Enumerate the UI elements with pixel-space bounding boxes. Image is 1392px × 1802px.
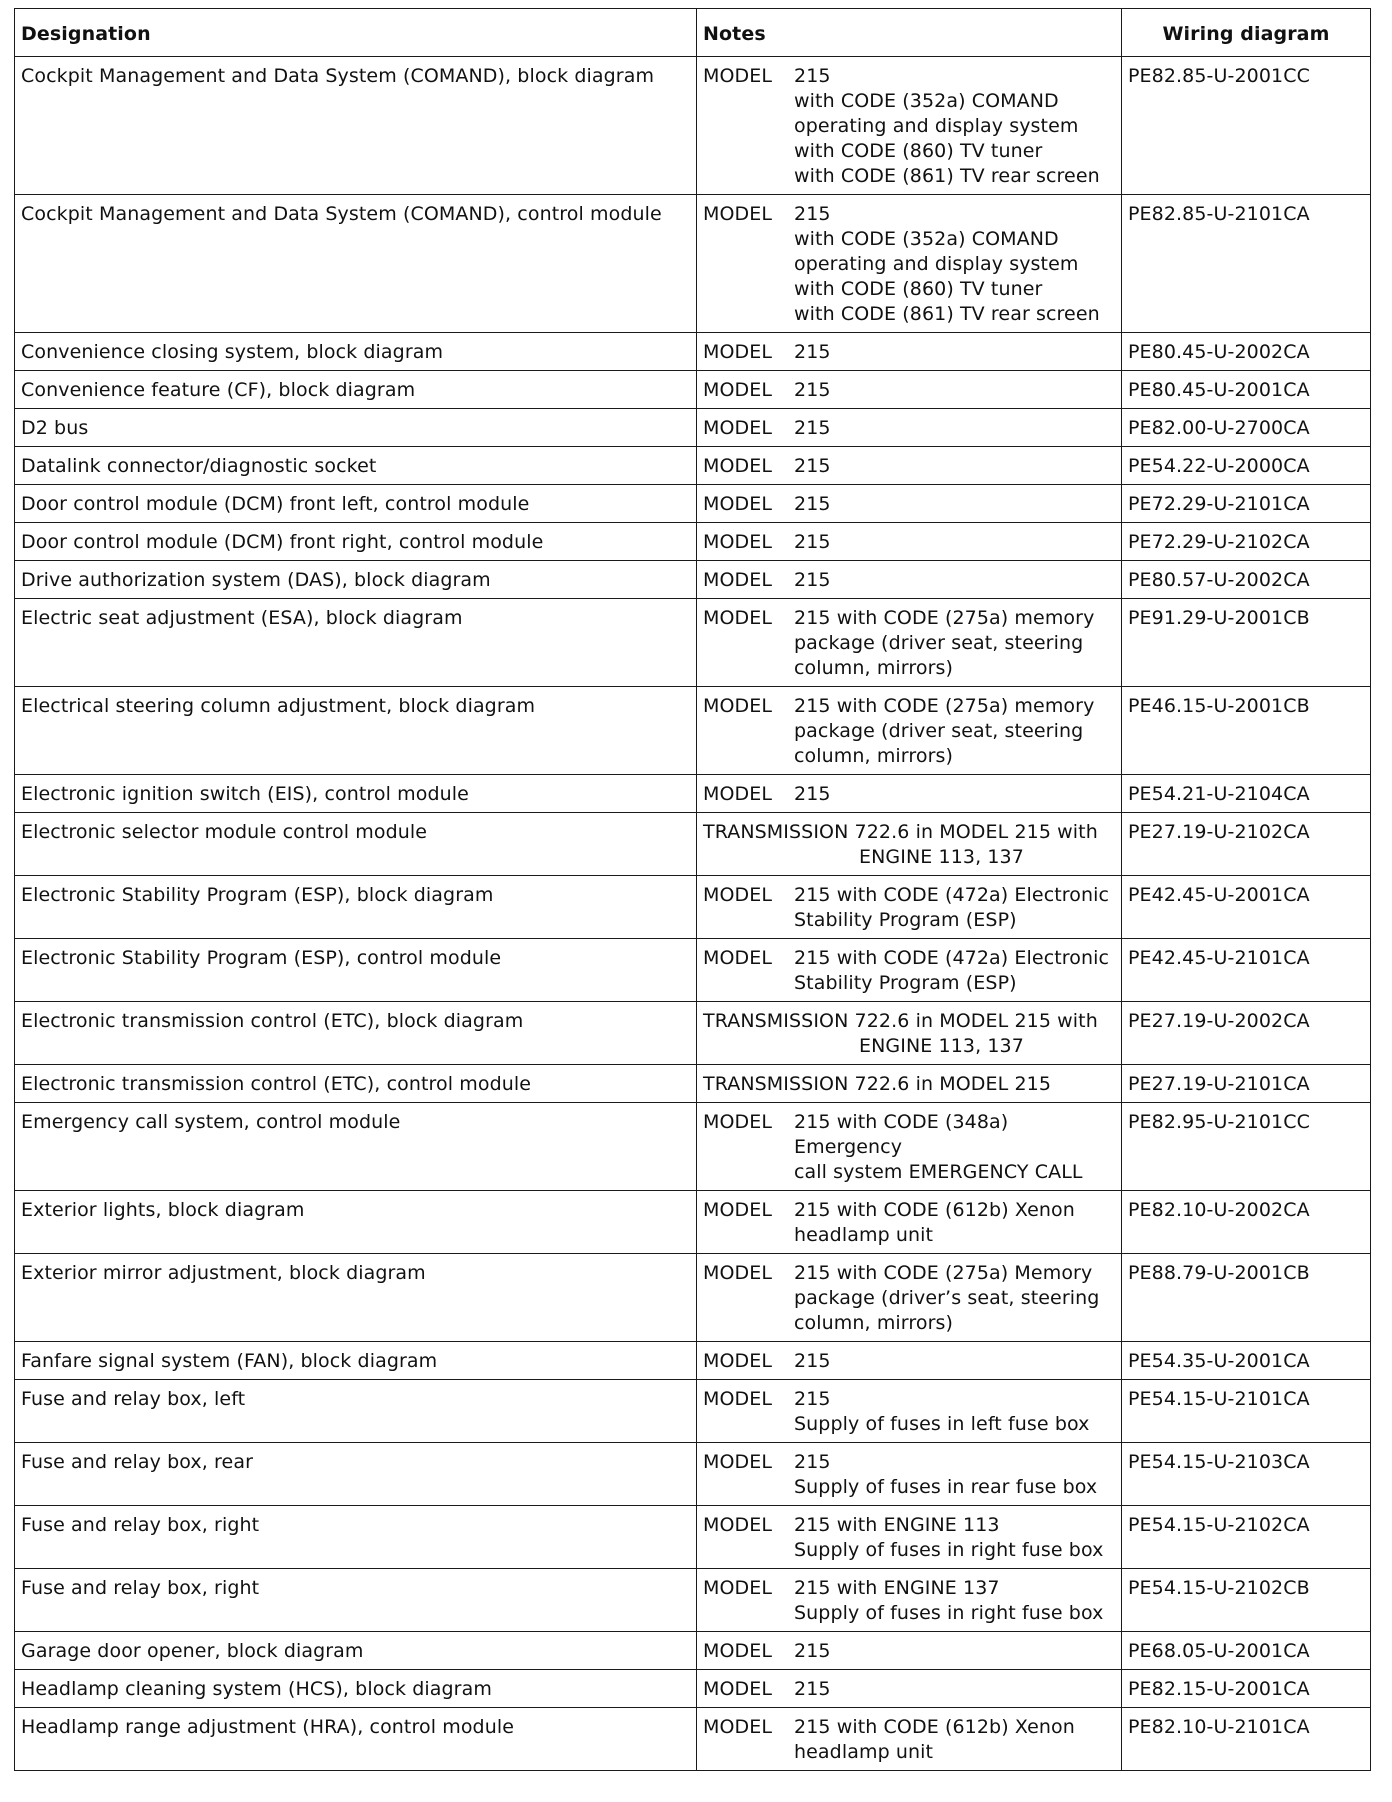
notes-line: 215 (794, 531, 831, 553)
notes-cell (697, 599, 1122, 687)
wiring-diagram-cell: PE82.00-U-2700CA (1122, 409, 1371, 447)
notes-line: 215 (794, 493, 831, 515)
table-row (15, 561, 1371, 599)
notes-cell (697, 687, 1122, 775)
notes-keyword: MODEL (703, 341, 773, 363)
notes-line: 215 (794, 1678, 831, 1700)
notes-keyword: MODEL (703, 417, 773, 439)
table-row (15, 599, 1371, 687)
notes-block (703, 1513, 1115, 1563)
notes-keyword: MODEL (703, 1577, 773, 1599)
notes-line: package (driver seat, steering (794, 632, 1084, 654)
notes-keyword: MODEL (703, 783, 773, 805)
notes-line: Supply of fuses in rear fuse box (794, 1476, 1098, 1498)
notes-line: package (driver seat, steering (794, 720, 1084, 742)
notes-block (703, 1110, 1115, 1185)
table-body (15, 57, 1371, 1771)
notes-lines (794, 202, 1115, 327)
notes-line: with CODE (860) TV tuner (794, 278, 1043, 300)
designation-cell: Fanfare signal system (FAN), block diagram (15, 1342, 697, 1380)
table-row (15, 447, 1371, 485)
notes-block (703, 454, 1115, 479)
wiring-diagram-cell: PE54.22-U-2000CA (1122, 447, 1371, 485)
wiring-diagram-cell: PE27.19-U-2002CA (1122, 1002, 1371, 1065)
notes-keyword: MODEL (703, 884, 773, 906)
notes-keyword: MODEL (703, 65, 773, 87)
notes-cell (697, 876, 1122, 939)
notes-lines (794, 782, 1115, 807)
wiring-diagram-cell: PE82.15-U-2001CA (1122, 1670, 1371, 1708)
designation-cell: Fuse and relay box, right (15, 1569, 697, 1632)
wiring-diagram-cell: PE82.85-U-2101CA (1122, 195, 1371, 333)
table-row (15, 1191, 1371, 1254)
wiring-diagram-cell: PE54.15-U-2102CA (1122, 1506, 1371, 1569)
table-header-row (15, 9, 1371, 57)
notes-line: operating and display system (794, 115, 1079, 137)
notes-lines (794, 1715, 1115, 1765)
designation-cell: Cockpit Management and Data System (COMAND), control module (15, 195, 697, 333)
notes-block (703, 1715, 1115, 1765)
wiring-diagram-cell: PE54.35-U-2001CA (1122, 1342, 1371, 1380)
wiring-diagram-cell: PE72.29-U-2101CA (1122, 485, 1371, 523)
notes-cell (697, 409, 1122, 447)
header-notes: Notes (697, 9, 1122, 57)
notes-cell (697, 371, 1122, 409)
notes-block (703, 416, 1115, 441)
notes-lines (794, 568, 1115, 593)
notes-keyword: MODEL (703, 1199, 773, 1221)
notes-line: 215 with CODE (472a) Electronic (794, 947, 1110, 969)
table-row (15, 57, 1371, 195)
notes-line: ENGINE 113, 137 (859, 1035, 1024, 1057)
notes-cell (697, 813, 1122, 876)
notes-cell (697, 1065, 1122, 1103)
notes-line: column, mirrors) (794, 745, 954, 767)
notes-line: headlamp unit (794, 1741, 934, 1763)
notes-block (703, 1261, 1115, 1336)
wiring-diagram-cell: PE80.45-U-2002CA (1122, 333, 1371, 371)
designation-cell: Exterior lights, block diagram (15, 1191, 697, 1254)
notes-cell (697, 1380, 1122, 1443)
designation-cell: D2 bus (15, 409, 697, 447)
notes-cell (697, 1103, 1122, 1191)
notes-line: 215 (794, 1350, 831, 1372)
designation-cell: Fuse and relay box, rear (15, 1443, 697, 1506)
wiring-diagram-cell: PE42.45-U-2101CA (1122, 939, 1371, 1002)
notes-line: ENGINE 113, 137 (859, 846, 1024, 868)
notes-line: 215 (794, 203, 831, 225)
table-row (15, 775, 1371, 813)
table-row (15, 1254, 1371, 1342)
notes-lines (794, 416, 1115, 441)
table-row (15, 195, 1371, 333)
notes-block (703, 606, 1115, 681)
designation-cell: Convenience feature (CF), block diagram (15, 371, 697, 409)
wiring-diagram-cell: PE27.19-U-2102CA (1122, 813, 1371, 876)
designation-cell: Convenience closing system, block diagram (15, 333, 697, 371)
notes-line: 215 (794, 341, 831, 363)
notes-cell (697, 333, 1122, 371)
notes-line: column, mirrors) (794, 657, 954, 679)
designation-cell: Electric seat adjustment (ESA), block diagram (15, 599, 697, 687)
notes-line: with CODE (352a) COMAND (794, 228, 1059, 250)
notes-lines (794, 1513, 1115, 1563)
notes-line: 215 with CODE (612b) Xenon (794, 1716, 1075, 1738)
notes-lines (794, 378, 1115, 403)
table-row (15, 1506, 1371, 1569)
designation-cell: Fuse and relay box, right (15, 1506, 697, 1569)
notes-line: with CODE (860) TV tuner (794, 140, 1043, 162)
notes-keyword: MODEL (703, 607, 773, 629)
table-row (15, 523, 1371, 561)
notes-line: 215 with CODE (275a) memory (794, 607, 1095, 629)
wiring-diagram-cell: PE80.57-U-2002CA (1122, 561, 1371, 599)
table-row (15, 1632, 1371, 1670)
notes-block (703, 1349, 1115, 1374)
notes-line: 215 (794, 1451, 831, 1473)
notes-line: 215 (794, 65, 831, 87)
notes-cell (697, 939, 1122, 1002)
notes-line: 215 with CODE (275a) Memory (794, 1262, 1093, 1284)
notes-block (703, 568, 1115, 593)
notes-line: 215 (794, 379, 831, 401)
notes-cell (697, 1002, 1122, 1065)
notes-block (703, 1009, 1115, 1059)
designation-cell: Electronic selector module control module (15, 813, 697, 876)
notes-block (703, 530, 1115, 555)
designation-cell: Emergency call system, control module (15, 1103, 697, 1191)
designation-cell: Fuse and relay box, left (15, 1380, 697, 1443)
notes-line: 215 (794, 1640, 831, 1662)
notes-cell (697, 1632, 1122, 1670)
designation-cell: Electronic transmission control (ETC), control module (15, 1065, 697, 1103)
table-row (15, 813, 1371, 876)
notes-block (703, 820, 1115, 870)
wiring-diagram-cell: PE42.45-U-2001CA (1122, 876, 1371, 939)
notes-cell (697, 1506, 1122, 1569)
notes-block (703, 1387, 1115, 1437)
notes-keyword: MODEL (703, 569, 773, 591)
notes-line: Supply of fuses in right fuse box (794, 1539, 1104, 1561)
notes-cell (697, 1254, 1122, 1342)
notes-line: 215 (794, 417, 831, 439)
table-row (15, 1002, 1371, 1065)
notes-line: 215 with CODE (348a) Emergency (794, 1111, 1009, 1158)
table-row (15, 409, 1371, 447)
wiring-diagram-cell: PE82.10-U-2002CA (1122, 1191, 1371, 1254)
designation-cell: Electrical steering column adjustment, block diagram (15, 687, 697, 775)
table-row (15, 687, 1371, 775)
table-row (15, 939, 1371, 1002)
notes-cell (697, 1569, 1122, 1632)
notes-block (703, 64, 1115, 189)
table-row (15, 1708, 1371, 1771)
notes-cell (697, 1670, 1122, 1708)
wiring-diagram-cell: PE54.15-U-2102CB (1122, 1569, 1371, 1632)
notes-line: column, mirrors) (794, 1312, 954, 1334)
notes-keyword: MODEL (703, 203, 773, 225)
wiring-diagram-cell: PE54.15-U-2101CA (1122, 1380, 1371, 1443)
notes-line: Supply of fuses in right fuse box (794, 1602, 1104, 1624)
wiring-diagram-cell: PE54.21-U-2104CA (1122, 775, 1371, 813)
notes-line: TRANSMISSION 722.6 in MODEL 215 with (703, 821, 1098, 843)
notes-cell (697, 561, 1122, 599)
table-row (15, 1569, 1371, 1632)
notes-line: TRANSMISSION 722.6 in MODEL 215 with (703, 1010, 1098, 1032)
designation-cell: Cockpit Management and Data System (COMAND), block diagram (15, 57, 697, 195)
wiring-diagram-cell: PE82.95-U-2101CC (1122, 1103, 1371, 1191)
wiring-diagram-cell: PE82.10-U-2101CA (1122, 1708, 1371, 1771)
notes-line: with CODE (861) TV rear screen (794, 303, 1100, 325)
notes-line: Supply of fuses in left fuse box (794, 1413, 1090, 1435)
notes-line: 215 with CODE (612b) Xenon (794, 1199, 1075, 1221)
header-wiring-diagram: Wiring diagram (1122, 9, 1371, 57)
notes-keyword: MODEL (703, 1640, 773, 1662)
notes-lines (794, 530, 1115, 555)
notes-lines (794, 64, 1115, 189)
notes-keyword: MODEL (703, 1514, 773, 1536)
table-row (15, 485, 1371, 523)
wiring-diagram-cell: PE27.19-U-2101CA (1122, 1065, 1371, 1103)
notes-block (703, 378, 1115, 403)
notes-lines (794, 946, 1115, 996)
notes-line: call system EMERGENCY CALL (794, 1161, 1083, 1183)
table-row (15, 371, 1371, 409)
notes-keyword: MODEL (703, 695, 773, 717)
notes-block (703, 202, 1115, 327)
wiring-diagram-cell: PE80.45-U-2001CA (1122, 371, 1371, 409)
notes-line: Stability Program (ESP) (794, 972, 1017, 994)
designation-cell: Electronic transmission control (ETC), block diagram (15, 1002, 697, 1065)
notes-cell (697, 447, 1122, 485)
notes-keyword: MODEL (703, 1451, 773, 1473)
table-row (15, 1443, 1371, 1506)
notes-lines (794, 1261, 1115, 1336)
header-designation: Designation (15, 9, 697, 57)
notes-lines (794, 454, 1115, 479)
notes-keyword: MODEL (703, 493, 773, 515)
notes-block (703, 883, 1115, 933)
notes-lines (794, 1677, 1115, 1702)
wiring-diagram-cell: PE91.29-U-2001CB (1122, 599, 1371, 687)
notes-keyword: MODEL (703, 379, 773, 401)
notes-lines (794, 694, 1115, 769)
notes-line: 215 (794, 455, 831, 477)
notes-keyword: MODEL (703, 531, 773, 553)
notes-block (703, 694, 1115, 769)
notes-keyword: MODEL (703, 1262, 773, 1284)
notes-cell (697, 775, 1122, 813)
notes-line: with CODE (352a) COMAND (794, 90, 1059, 112)
designation-cell: Electronic Stability Program (ESP), control module (15, 939, 697, 1002)
document-page (14, 8, 1370, 1771)
notes-keyword: MODEL (703, 455, 773, 477)
notes-line: 215 (794, 1388, 831, 1410)
table-row (15, 1380, 1371, 1443)
notes-line: TRANSMISSION 722.6 in MODEL 215 (703, 1073, 1052, 1095)
notes-line: Stability Program (ESP) (794, 909, 1017, 931)
table-row (15, 1670, 1371, 1708)
designation-cell: Electronic Stability Program (ESP), block diagram (15, 876, 697, 939)
designation-cell: Drive authorization system (DAS), block diagram (15, 561, 697, 599)
notes-keyword: MODEL (703, 1350, 773, 1372)
notes-lines (794, 883, 1115, 933)
table-row (15, 1103, 1371, 1191)
notes-lines (794, 1110, 1115, 1185)
notes-cell (697, 1443, 1122, 1506)
notes-keyword: MODEL (703, 947, 773, 969)
notes-line: with CODE (861) TV rear screen (794, 165, 1100, 187)
wiring-diagram-cell: PE88.79-U-2001CB (1122, 1254, 1371, 1342)
table-row (15, 333, 1371, 371)
table-row (15, 876, 1371, 939)
wiring-diagram-cell: PE72.29-U-2102CA (1122, 523, 1371, 561)
notes-keyword: MODEL (703, 1111, 773, 1133)
notes-lines (794, 1198, 1115, 1248)
notes-cell (697, 1191, 1122, 1254)
wiring-diagram-cell: PE54.15-U-2103CA (1122, 1443, 1371, 1506)
designation-cell: Garage door opener, block diagram (15, 1632, 697, 1670)
notes-block (703, 1072, 1115, 1097)
notes-block (703, 1639, 1115, 1664)
notes-keyword: MODEL (703, 1678, 773, 1700)
notes-lines (794, 1349, 1115, 1374)
notes-lines (794, 340, 1115, 365)
notes-lines (794, 606, 1115, 681)
notes-block (703, 782, 1115, 807)
notes-block (703, 946, 1115, 996)
notes-cell (697, 1342, 1122, 1380)
notes-line: 215 with CODE (275a) memory (794, 695, 1095, 717)
notes-block (703, 492, 1115, 517)
notes-line: package (driver’s seat, steering (794, 1287, 1100, 1309)
notes-block (703, 1450, 1115, 1500)
notes-cell (697, 523, 1122, 561)
notes-cell (697, 195, 1122, 333)
notes-line: 215 with ENGINE 137 (794, 1577, 1000, 1599)
designation-cell: Datalink connector/diagnostic socket (15, 447, 697, 485)
designation-cell: Headlamp range adjustment (HRA), control module (15, 1708, 697, 1771)
table-row (15, 1342, 1371, 1380)
notes-line: operating and display system (794, 253, 1079, 275)
table-row (15, 1065, 1371, 1103)
notes-lines (794, 1387, 1115, 1437)
notes-cell (697, 1708, 1122, 1771)
notes-line: 215 (794, 569, 831, 591)
notes-cell (697, 485, 1122, 523)
notes-line: 215 with CODE (472a) Electronic (794, 884, 1110, 906)
notes-line: headlamp unit (794, 1224, 934, 1246)
notes-block (703, 1677, 1115, 1702)
designation-cell: Electronic ignition switch (EIS), control module (15, 775, 697, 813)
notes-block (703, 1198, 1115, 1248)
notes-line: 215 with ENGINE 113 (794, 1514, 1000, 1536)
wiring-diagram-cell: PE46.15-U-2001CB (1122, 687, 1371, 775)
notes-line: 215 (794, 783, 831, 805)
wiring-diagram-table (14, 8, 1371, 1771)
wiring-diagram-cell: PE68.05-U-2001CA (1122, 1632, 1371, 1670)
designation-cell: Headlamp cleaning system (HCS), block diagram (15, 1670, 697, 1708)
wiring-diagram-cell: PE82.85-U-2001CC (1122, 57, 1371, 195)
notes-lines (794, 1450, 1115, 1500)
notes-keyword: MODEL (703, 1716, 773, 1738)
notes-cell (697, 57, 1122, 195)
notes-block (703, 340, 1115, 365)
designation-cell: Exterior mirror adjustment, block diagram (15, 1254, 697, 1342)
notes-block (703, 1576, 1115, 1626)
notes-lines (794, 492, 1115, 517)
designation-cell: Door control module (DCM) front right, control module (15, 523, 697, 561)
designation-cell: Door control module (DCM) front left, control module (15, 485, 697, 523)
notes-lines (794, 1639, 1115, 1664)
notes-keyword: MODEL (703, 1388, 773, 1410)
notes-lines (794, 1576, 1115, 1626)
